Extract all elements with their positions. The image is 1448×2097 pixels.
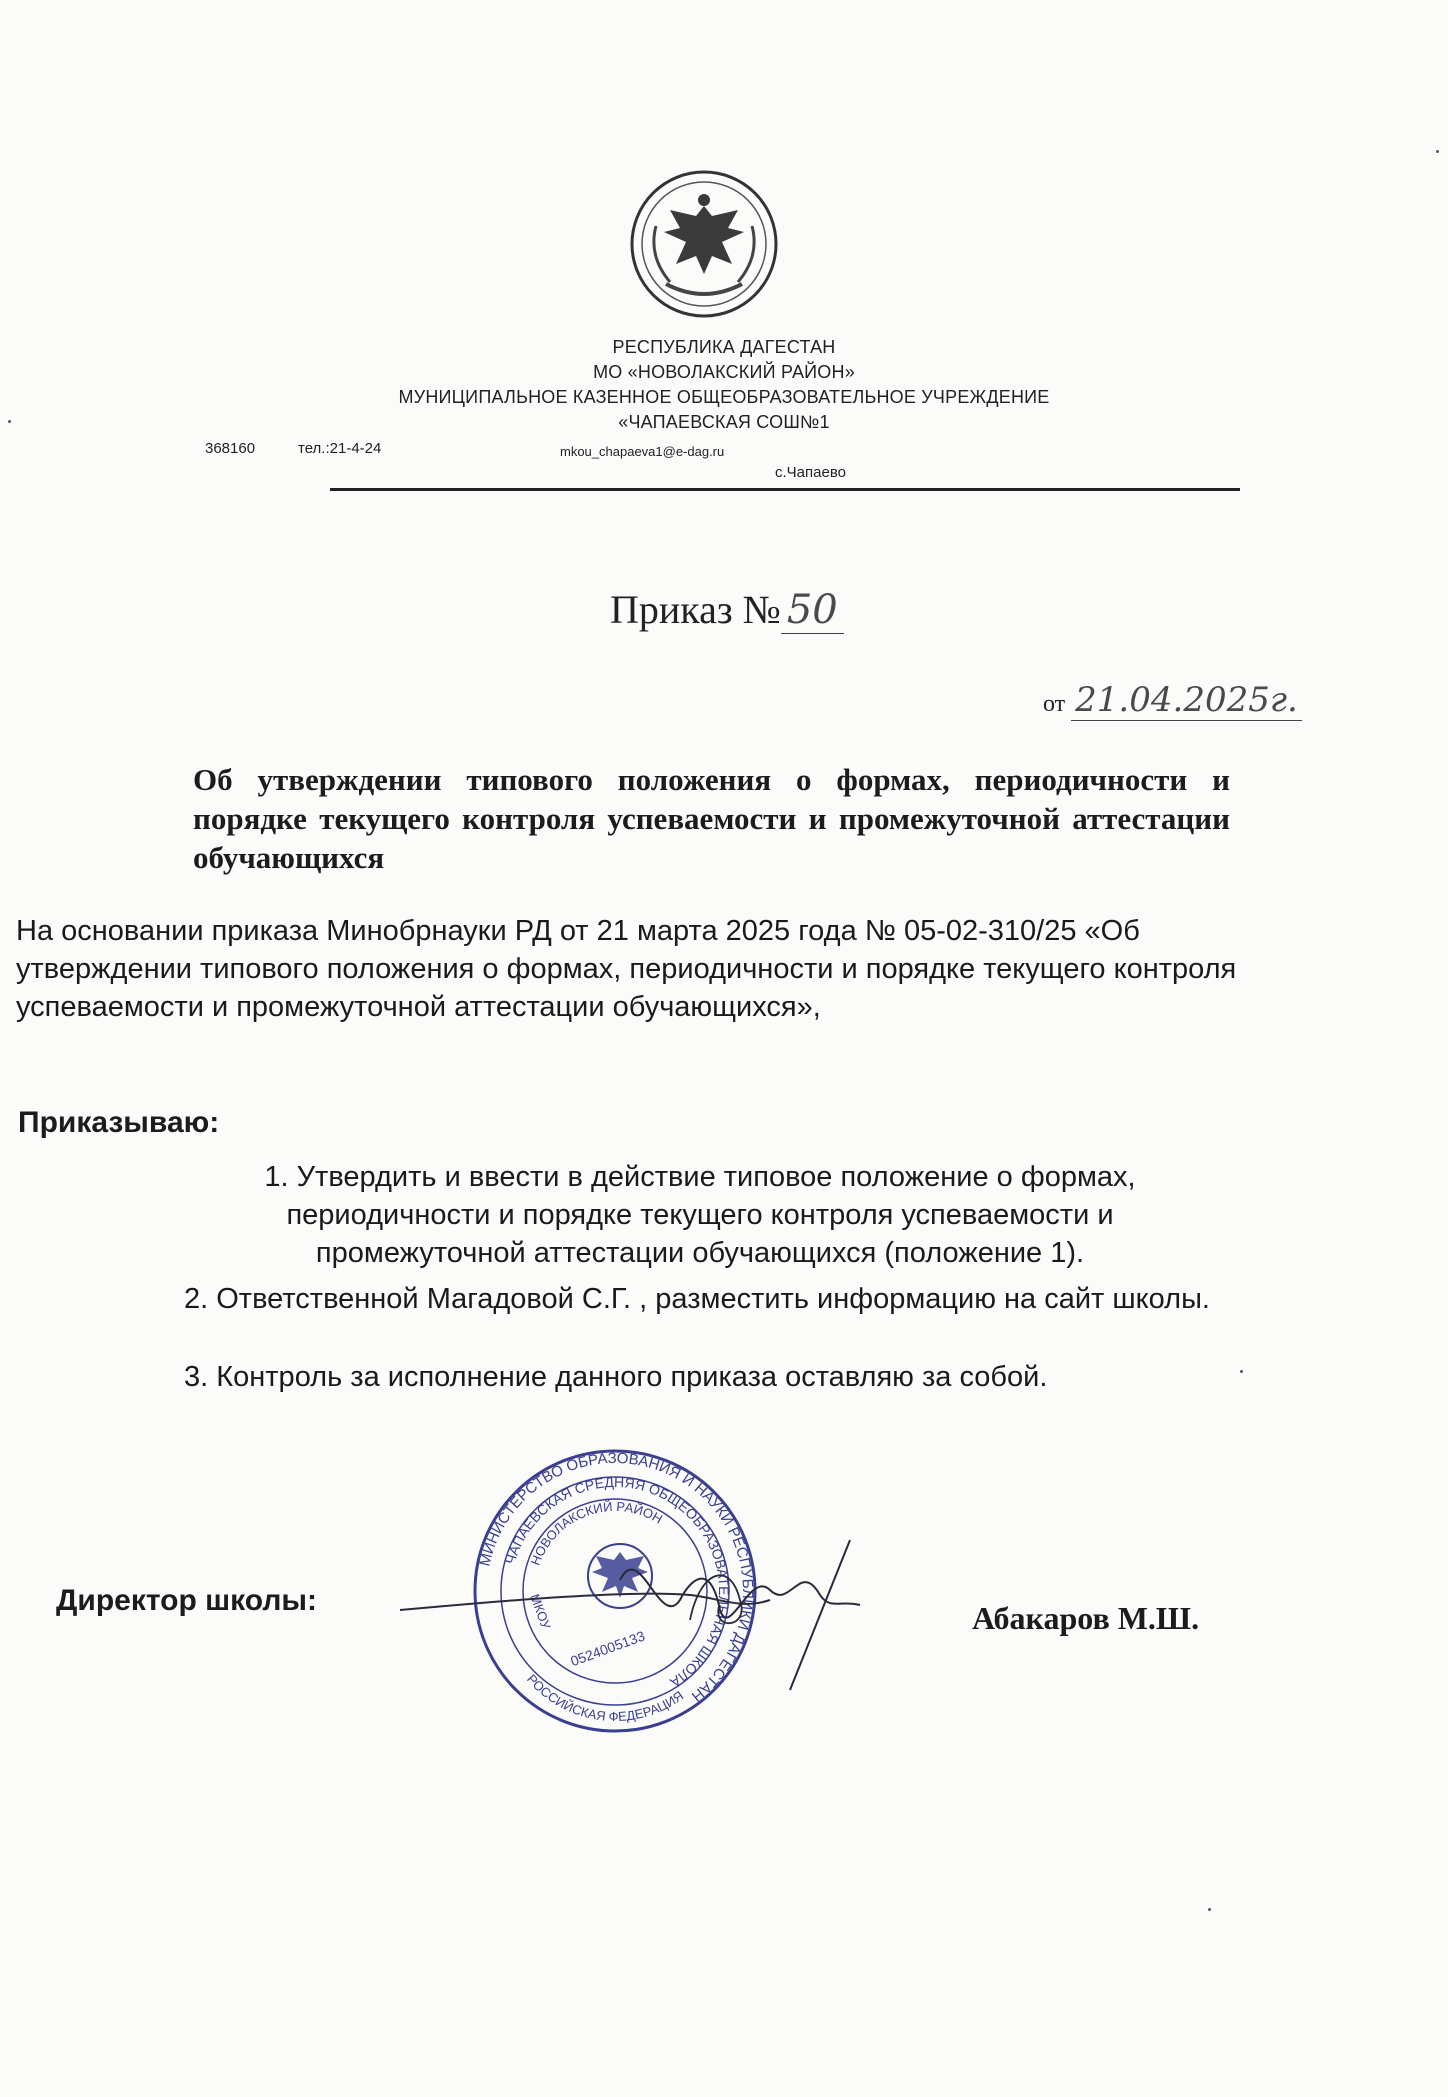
stamp-bottom-text: РОССИЙСКАЯ ФЕДЕРАЦИЯ	[524, 1671, 687, 1725]
letterhead-municipality: МО «НОВОЛАКСКИЙ РАЙОН»	[593, 362, 855, 382]
letterhead-locality: с.Чапаево	[775, 464, 846, 481]
scan-speck	[1240, 1370, 1243, 1373]
stamp-code: 0524005133	[568, 1627, 647, 1670]
dagestan-coat-of-arms-icon	[626, 166, 782, 322]
order-title-prefix: Приказ №	[610, 587, 781, 632]
order-item-1: 1. Утвердить и ввести в действие типовое положение о формах, периодичности и порядке текущего контроля успеваемости и промежуточной аттестации обучающихся (положение 1).	[264, 1161, 1136, 1269]
order-title	[610, 586, 844, 633]
order-item-2: 2. Ответственной Магадовой С.Г. , разместить информацию на сайт школы.	[184, 1283, 1210, 1315]
orders-label: Приказываю:	[18, 1106, 220, 1139]
order-item-3: 3. Контроль за исполнение данного приказа оставляю за собой.	[184, 1361, 1048, 1393]
letterhead-institution-type: МУНИЦИПАЛЬНОЕ КАЗЕННОЕ ОБЩЕОБРАЗОВАТЕЛЬНОЕ УЧРЕЖДЕНИЕ	[398, 387, 1050, 407]
basis-paragraph: На основании приказа Минобрнауки РД от 21 марта 2025 года № 05-02-310/25 «Об утверждении типового положения о формах, периодичности и порядке текущего контроля успеваемости и промежуточной аттестации обучающихся»,	[16, 915, 1237, 1023]
director-label: Директор школы:	[56, 1584, 317, 1617]
letterhead-postcode: 368160	[205, 440, 256, 457]
letterhead-school-name: «ЧАПАЕВСКАЯ СОШ№1	[618, 412, 830, 432]
order-date	[1043, 680, 1302, 720]
letterhead-email: mkou_chapaeva1@e-dag.ru	[560, 444, 725, 459]
stamp-left-text: МКОУ	[527, 1591, 554, 1632]
stamp-inner-text: НОВОЛАКСКИЙ РАЙОН	[527, 1498, 666, 1568]
director-signature	[390, 1500, 870, 1700]
letterhead-phone: тел.:21-4-24	[298, 440, 382, 457]
order-number: 50	[781, 587, 844, 634]
director-name: Абакаров М.Ш.	[972, 1600, 1200, 1636]
stamp-outer-text: МИНИСТЕРСТВО ОБРАЗОВАНИЯ И НАУКИ РЕСПУБЛИКИ ДАГЕСТАН	[476, 1449, 757, 1705]
letterhead-divider	[330, 488, 1240, 491]
scan-speck	[8, 420, 11, 423]
document-heading: Об утверждении типового положения о формах, периодичности и порядке текущего контроля успеваемости и промежуточной аттестации обучающихся	[193, 762, 1230, 875]
scan-speck	[1208, 1908, 1211, 1911]
stamp-middle-text: ЧАПАЕВСКАЯ СРЕДНЯЯ ОБЩЕОБРАЗОВАТЕЛЬНАЯ ШКОЛА	[501, 1473, 733, 1691]
order-date-prefix: от	[1043, 691, 1066, 717]
order-date-value: 21.04.2025г.	[1071, 680, 1302, 721]
scan-speck	[1436, 150, 1439, 153]
letterhead-region: РЕСПУБЛИКА ДАГЕСТАН	[612, 337, 836, 357]
